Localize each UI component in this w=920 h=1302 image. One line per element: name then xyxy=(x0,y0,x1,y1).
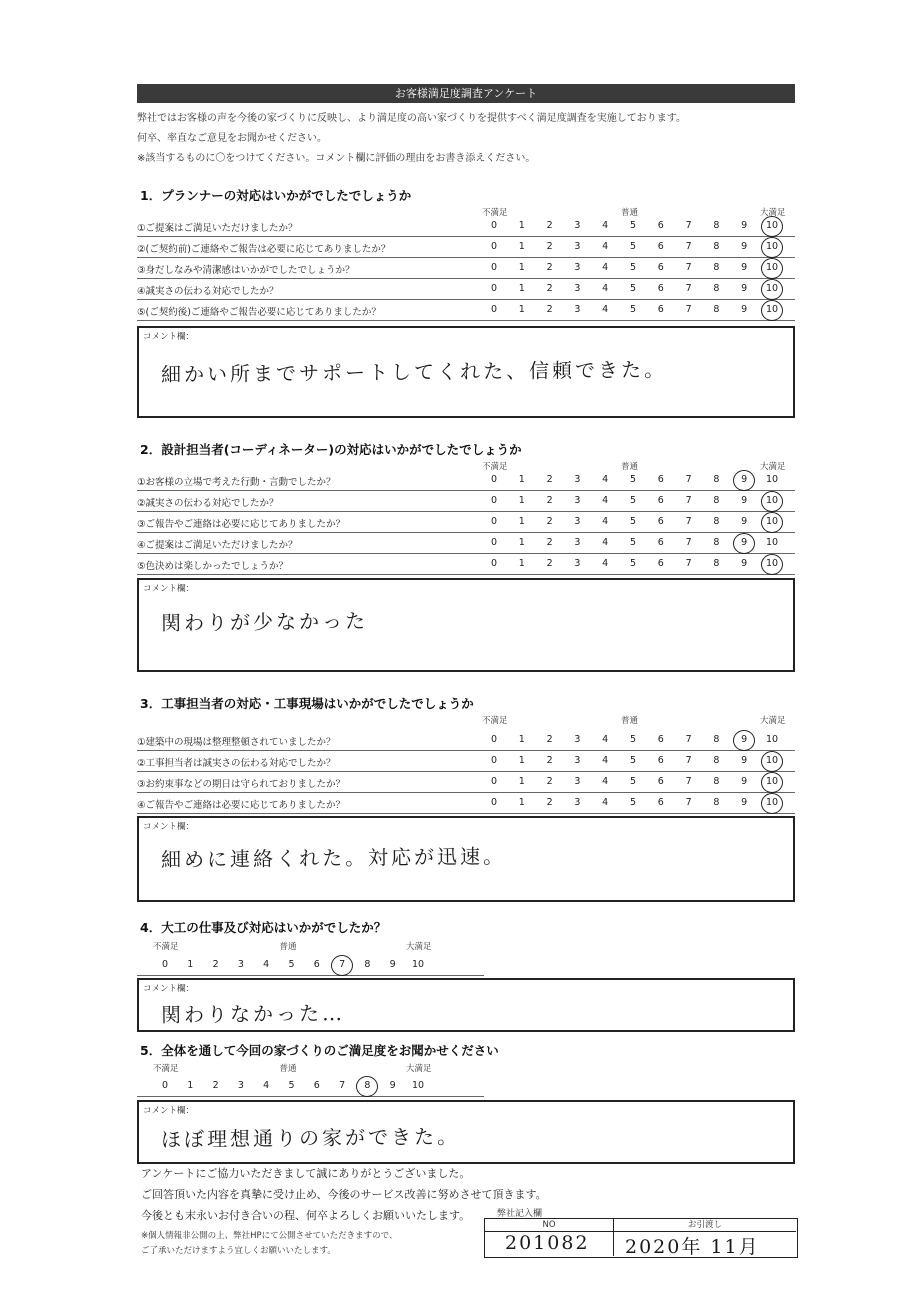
selected-rating: 7 xyxy=(332,959,352,970)
rating-option: 4 xyxy=(602,304,609,315)
rating-option: 2 xyxy=(546,537,553,548)
rating-option: 5 xyxy=(629,537,637,548)
rating-option: 9 xyxy=(741,304,748,315)
rating-option: 1 xyxy=(518,304,525,315)
scale-label-high: 大満足 xyxy=(406,1064,432,1074)
question-row xyxy=(137,279,795,300)
rating-option: 1 xyxy=(187,1080,194,1091)
office-use-box xyxy=(484,1218,798,1258)
question-text: ②(ご契約前)ご連絡やご報告は必要に応じてありましたか？ xyxy=(137,244,391,255)
rating-option: 2 xyxy=(546,776,553,787)
rating-option: 1 xyxy=(518,558,525,569)
question-text: ⑤(ご契約後)ご連絡やご報告必要に応じてありましたか？ xyxy=(137,307,381,318)
rating-option: 7 xyxy=(685,734,692,745)
rating-option: 6 xyxy=(657,304,664,315)
comment-label: コメント欄： xyxy=(143,584,195,594)
rating-option: 4 xyxy=(602,734,609,745)
rating-option: 5 xyxy=(629,283,637,294)
rating-option: 8 xyxy=(713,537,720,548)
rating-option: 6 xyxy=(657,537,664,548)
rating-option: 3 xyxy=(574,776,581,787)
handwritten-comment: ほぼ理想通りの家ができた。 xyxy=(160,1124,461,1152)
rating-option: 2 xyxy=(546,755,553,766)
rating-option: 6 xyxy=(657,734,664,745)
question-row xyxy=(137,512,795,533)
handover-header: お引渡し xyxy=(614,1219,796,1232)
privacy-note-1: ※個人情報非公開の上、弊社HPにて公開させていただきますので、 xyxy=(141,1231,398,1241)
rating-option: 2 xyxy=(212,1080,219,1091)
comment-box xyxy=(137,978,795,1032)
rating-row xyxy=(137,955,484,976)
rating-option: 5 xyxy=(629,797,637,808)
rating-option: 7 xyxy=(685,283,692,294)
selected-rating: 10 xyxy=(762,776,782,787)
section-heading: 3．工事担当者の対応・工事現場はいかがでしたでしょうか xyxy=(140,696,474,711)
rating-option: 2 xyxy=(546,241,553,252)
rating-option: 1 xyxy=(518,755,525,766)
selected-rating: 10 xyxy=(762,495,782,506)
rating-option: 2 xyxy=(546,220,553,231)
rating-option: 2 xyxy=(546,495,553,506)
selected-rating: 9 xyxy=(734,537,754,548)
rating-option: 6 xyxy=(657,474,664,485)
question-row xyxy=(137,554,795,575)
rating-option: 2 xyxy=(546,516,553,527)
office-divider xyxy=(613,1219,614,1256)
rating-option: 5 xyxy=(629,558,637,569)
rating-option: 0 xyxy=(490,558,498,569)
rating-option: 8 xyxy=(713,304,720,315)
rating-option: 3 xyxy=(574,262,581,273)
rating-option: 7 xyxy=(685,262,692,273)
rating-option: 3 xyxy=(574,516,581,527)
rating-option: 5 xyxy=(288,959,295,970)
rating-option: 10 xyxy=(411,959,425,970)
question-text: ③ご報告やご連絡は必要に応じてありましたか？ xyxy=(137,519,346,530)
question-text: ④ご提案はご満足いただけましたか？ xyxy=(137,540,298,551)
survey-title: お客様満足度調査アンケート xyxy=(137,84,795,103)
question-row xyxy=(137,470,795,491)
scale-label-high: 大満足 xyxy=(406,942,432,952)
scale-label-mid: 普通 xyxy=(621,716,639,726)
question-row xyxy=(137,237,795,258)
rating-option: 2 xyxy=(546,474,553,485)
handwritten-comment: 関わりなかった… xyxy=(160,1001,346,1027)
rating-option: 0 xyxy=(161,959,169,970)
rating-option: 0 xyxy=(490,220,498,231)
rating-option: 0 xyxy=(490,797,498,808)
rating-option: 0 xyxy=(490,776,498,787)
rating-option: 9 xyxy=(741,755,748,766)
rating-option: 2 xyxy=(546,558,553,569)
rating-option: 10 xyxy=(765,474,779,485)
selected-rating: 10 xyxy=(762,516,782,527)
rating-option: 7 xyxy=(685,220,692,231)
selected-rating: 10 xyxy=(762,755,782,766)
rating-option: 8 xyxy=(713,262,720,273)
rating-option: 7 xyxy=(339,1080,346,1091)
rating-option: 1 xyxy=(518,537,525,548)
rating-option: 3 xyxy=(574,537,581,548)
rating-option: 5 xyxy=(629,262,637,273)
rating-option: 4 xyxy=(602,474,609,485)
rating-option: 3 xyxy=(574,495,581,506)
rating-option: 1 xyxy=(518,776,525,787)
selected-rating: 10 xyxy=(762,220,782,231)
question-row xyxy=(137,491,795,512)
rating-option: 4 xyxy=(602,537,609,548)
question-text: ④ご報告やご連絡は必要に応じてありましたか？ xyxy=(137,800,346,811)
selected-rating: 10 xyxy=(762,304,782,315)
rating-option: 6 xyxy=(313,1080,320,1091)
rating-option: 1 xyxy=(187,959,194,970)
comment-box xyxy=(137,816,795,902)
rating-option: 6 xyxy=(657,776,664,787)
handwritten-comment: 細かい所までサポートしてくれた、信頼できた。 xyxy=(160,357,668,387)
rating-option: 5 xyxy=(629,755,637,766)
scale-label-mid: 普通 xyxy=(279,1064,297,1074)
rating-option: 4 xyxy=(602,241,609,252)
rating-option: 6 xyxy=(657,241,664,252)
rating-option: 0 xyxy=(161,1080,169,1091)
rating-option: 4 xyxy=(602,283,609,294)
rating-option: 4 xyxy=(602,220,609,231)
rating-option: 3 xyxy=(574,304,581,315)
rating-option: 0 xyxy=(490,755,498,766)
comment-box xyxy=(137,578,795,672)
rating-option: 7 xyxy=(685,558,692,569)
question-text: ②誠実さの伝わる対応でしたか？ xyxy=(137,498,279,509)
rating-option: 8 xyxy=(713,776,720,787)
rating-option: 8 xyxy=(713,558,720,569)
rating-option: 0 xyxy=(490,734,498,745)
rating-option: 7 xyxy=(685,755,692,766)
selected-rating: 10 xyxy=(762,241,782,252)
question-row xyxy=(137,533,795,554)
question-text: ⑤色決めは楽しかったでしょうか？ xyxy=(137,561,289,572)
rating-option: 3 xyxy=(574,241,581,252)
rating-option: 2 xyxy=(546,797,553,808)
comment-box xyxy=(137,1100,795,1164)
comment-label: コメント欄： xyxy=(143,984,195,994)
intro-line-1: 弊社ではお客様の声を今後の家づくりに反映し、より満足度の高い家づくりを提供すべく満足度調査を実施しております。 xyxy=(137,113,686,124)
selected-rating: 10 xyxy=(762,262,782,273)
selected-rating: 10 xyxy=(762,797,782,808)
rating-option: 1 xyxy=(518,516,525,527)
rating-option: 6 xyxy=(657,283,664,294)
question-row xyxy=(137,751,795,772)
rating-option: 1 xyxy=(518,283,525,294)
rating-option: 8 xyxy=(713,283,720,294)
rating-option: 4 xyxy=(602,495,609,506)
rating-option: 4 xyxy=(602,776,609,787)
question-text: ①建築中の現場は整理整頓されていましたか？ xyxy=(137,737,336,748)
rating-option: 0 xyxy=(490,262,498,273)
handwritten-comment: 細めに連絡くれた。対応が迅速。 xyxy=(160,844,507,872)
rating-option: 0 xyxy=(490,241,498,252)
rating-option: 5 xyxy=(629,304,637,315)
handover-value: 2020年 11月 xyxy=(625,1236,760,1258)
question-text: ①ご提案はご満足いただけましたか？ xyxy=(137,223,298,234)
handwritten-comment: 関わりが少なかった xyxy=(160,608,369,636)
rating-option: 7 xyxy=(685,776,692,787)
rating-option: 8 xyxy=(713,241,720,252)
rating-option: 7 xyxy=(685,797,692,808)
rating-option: 2 xyxy=(546,304,553,315)
rating-option: 3 xyxy=(574,797,581,808)
rating-option: 5 xyxy=(629,516,637,527)
selected-rating: 9 xyxy=(734,474,754,485)
section-heading: 1．プランナーの対応はいかがでしたでしょうか xyxy=(140,188,412,203)
rating-option: 4 xyxy=(263,959,270,970)
selected-rating: 8 xyxy=(357,1080,377,1091)
rating-option: 3 xyxy=(574,474,581,485)
question-row xyxy=(137,300,795,321)
rating-option: 7 xyxy=(685,516,692,527)
rating-option: 2 xyxy=(546,283,553,294)
question-text: ①お客様の立場で考えた行動・言動でしたか？ xyxy=(137,477,336,488)
question-row xyxy=(137,258,795,279)
rating-option: 6 xyxy=(657,220,664,231)
rating-option: 1 xyxy=(518,474,525,485)
rating-option: 9 xyxy=(741,776,748,787)
selected-rating: 10 xyxy=(762,283,782,294)
rating-option: 9 xyxy=(389,1080,396,1091)
scale-label-low: 不満足 xyxy=(153,942,179,952)
rating-option: 10 xyxy=(411,1080,425,1091)
rating-option: 3 xyxy=(237,959,244,970)
rating-option: 9 xyxy=(741,516,748,527)
office-use-label: 弊社記入欄 xyxy=(497,1209,543,1219)
rating-option: 7 xyxy=(685,537,692,548)
rating-option: 2 xyxy=(546,262,553,273)
rating-option: 3 xyxy=(237,1080,244,1091)
rating-option: 3 xyxy=(574,558,581,569)
rating-option: 4 xyxy=(602,797,609,808)
rating-option: 4 xyxy=(602,516,609,527)
rating-option: 6 xyxy=(313,959,320,970)
rating-option: 0 xyxy=(490,304,498,315)
question-text: ②工事担当者は誠実さの伝わる対応でしたか？ xyxy=(137,758,336,769)
rating-option: 6 xyxy=(657,797,664,808)
rating-option: 0 xyxy=(490,537,498,548)
intro-line-2: 何卒、率直なご意見をお聞かせください。 xyxy=(137,133,327,144)
rating-option: 1 xyxy=(518,220,525,231)
rating-option: 5 xyxy=(629,776,637,787)
rating-option: 6 xyxy=(657,755,664,766)
rating-option: 10 xyxy=(765,537,779,548)
rating-option: 3 xyxy=(574,220,581,231)
rating-option: 4 xyxy=(602,755,609,766)
rating-option: 0 xyxy=(490,495,498,506)
scale-label-high: 大満足 xyxy=(760,716,786,726)
rating-option: 5 xyxy=(629,734,637,745)
question-text: ③お約束事などの期日は守られておりましたか？ xyxy=(137,779,346,790)
rating-option: 5 xyxy=(629,495,637,506)
rating-option: 10 xyxy=(765,734,779,745)
rating-option: 5 xyxy=(288,1080,295,1091)
rating-option: 8 xyxy=(713,220,720,231)
no-header: NO xyxy=(485,1219,613,1232)
rating-option: 7 xyxy=(685,495,692,506)
rating-option: 1 xyxy=(518,495,525,506)
rating-option: 6 xyxy=(657,495,664,506)
comment-label: コメント欄： xyxy=(143,822,195,832)
rating-option: 1 xyxy=(518,241,525,252)
rating-option: 9 xyxy=(389,959,396,970)
section-heading: 2．設計担当者(コーディネーター)の対応はいかがでしたでしょうか xyxy=(140,442,522,457)
rating-option: 4 xyxy=(602,262,609,273)
rating-option: 8 xyxy=(713,495,720,506)
rating-option: 2 xyxy=(212,959,219,970)
rating-option: 3 xyxy=(574,734,581,745)
rating-option: 8 xyxy=(364,959,371,970)
section-heading: 4．大工の仕事及び対応はいかがでしたか？ xyxy=(140,920,387,935)
rating-option: 9 xyxy=(741,797,748,808)
rating-option: 5 xyxy=(629,474,637,485)
question-text: ④誠実さの伝わる対応でしたか？ xyxy=(137,286,279,297)
question-row xyxy=(137,772,795,793)
rating-option: 0 xyxy=(490,283,498,294)
rating-option: 8 xyxy=(713,797,720,808)
scale-label-high: 大満足 xyxy=(760,208,786,218)
scale-label-low: 不満足 xyxy=(153,1064,179,1074)
no-value: 201082 xyxy=(505,1232,590,1254)
scale-label-mid: 普通 xyxy=(621,208,639,218)
rating-option: 3 xyxy=(574,283,581,294)
rating-option: 3 xyxy=(574,755,581,766)
rating-option: 6 xyxy=(657,516,664,527)
comment-box xyxy=(137,326,795,418)
question-text: ③身だしなみや清潔感はいかがでしたでしょうか？ xyxy=(137,265,355,276)
rating-option: 0 xyxy=(490,474,498,485)
rating-option: 8 xyxy=(713,734,720,745)
rating-option: 9 xyxy=(741,262,748,273)
closing-line-1: アンケートにご協力いただきまして誠にありがとうございました。 xyxy=(141,1167,471,1180)
selected-rating: 9 xyxy=(734,734,754,745)
rating-option: 9 xyxy=(741,495,748,506)
rating-option: 2 xyxy=(546,734,553,745)
intro-line-3: ※該当するものに〇をつけてください。コメント欄に評価の理由をお書き添えください。 xyxy=(137,153,536,164)
rating-row xyxy=(137,1076,484,1097)
scale-label-low: 不満足 xyxy=(482,716,508,726)
question-row xyxy=(137,730,795,751)
selected-rating: 10 xyxy=(762,558,782,569)
scale-label-low: 不満足 xyxy=(482,208,508,218)
rating-option: 6 xyxy=(657,558,664,569)
rating-option: 1 xyxy=(518,262,525,273)
rating-option: 9 xyxy=(741,558,748,569)
rating-option: 0 xyxy=(490,516,498,527)
rating-option: 9 xyxy=(741,220,748,231)
scale-label-mid: 普通 xyxy=(279,942,297,952)
rating-option: 8 xyxy=(713,474,720,485)
rating-option: 9 xyxy=(741,241,748,252)
rating-option: 1 xyxy=(518,797,525,808)
rating-option: 7 xyxy=(685,474,692,485)
privacy-note-2: ご了承いただけますよう宜しくお願いいたします。 xyxy=(141,1246,336,1256)
question-row xyxy=(137,793,795,814)
rating-option: 1 xyxy=(518,734,525,745)
rating-option: 8 xyxy=(713,755,720,766)
rating-option: 5 xyxy=(629,220,637,231)
rating-option: 7 xyxy=(685,241,692,252)
comment-label: コメント欄： xyxy=(143,1106,195,1116)
rating-option: 9 xyxy=(741,283,748,294)
rating-option: 4 xyxy=(602,558,609,569)
scale-label-mid: 普通 xyxy=(621,462,639,472)
closing-line-2: ご回答頂いた内容を真摯に受け止め、今後のサービス改善に努めさせて頂きます。 xyxy=(141,1188,547,1201)
scale-label-low: 不満足 xyxy=(482,462,508,472)
rating-option: 6 xyxy=(657,262,664,273)
question-row xyxy=(137,216,795,237)
closing-line-3: 今後とも末永いお付き合いの程、何卒よろしくお願いいたします。 xyxy=(141,1209,471,1222)
scale-label-high: 大満足 xyxy=(760,462,786,472)
rating-option: 5 xyxy=(629,241,637,252)
rating-option: 7 xyxy=(685,304,692,315)
rating-option: 8 xyxy=(713,516,720,527)
rating-option: 4 xyxy=(263,1080,270,1091)
section-heading: 5．全体を通して今回の家づくりのご満足度をお聞かせください xyxy=(140,1043,499,1058)
comment-label: コメント欄： xyxy=(143,332,195,342)
